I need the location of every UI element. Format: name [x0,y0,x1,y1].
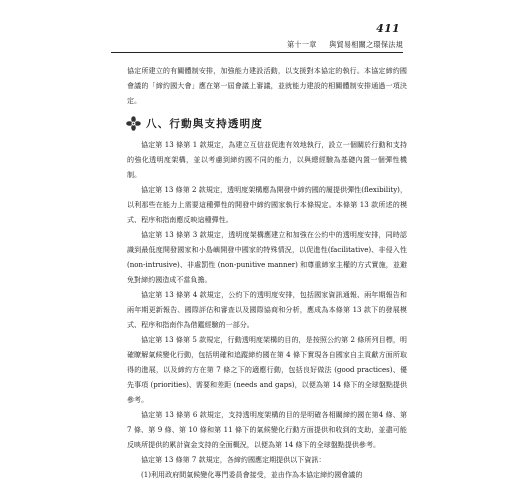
text-line: (1)利用政府間氣候變化專門委員會接受，並由作為本協定締約國會議的 [141,470,363,479]
text-line: 第 13 款下的發展模式、程序和指南作為借鑑經驗的一部分。 [127,305,407,329]
paragraph [127,137,407,182]
text-line: 協定第 13 條第 6 款規定，支持透明度架構的目的是明確各相關締約國在第 [141,410,379,419]
flower-bullet-icon [126,116,141,131]
text-line: 協定第 13 條第 4 款規定，公約下的透明度安排，包括國家資訊通報、兩年 [141,290,379,299]
section-heading [126,114,263,132]
text-line: 關體制安排通過一項決定。 [127,81,407,105]
text-line: 好做法 (good practices)、優先事項 (priorities)、需要和差距 (needs and gaps)，以 [127,365,407,389]
paragraph [127,407,407,452]
text-line: 協定所建立的有關體制安排，加強能力建設活動，以支援對本協定的執行。本 [127,66,372,75]
intro-paragraph [127,63,407,108]
text-line: 本條第 13 款所述的模式、程序和指南應反映這種彈性。 [127,200,407,224]
paragraph [127,332,407,407]
text-line: (flexibility)，以利那些在能力上需要這種彈性的開發中締約國家執行本條規定。 [127,185,407,209]
chapter-title: 與貿易相關之環保法規 [329,40,403,49]
text-line: 的支助，並盡可能反映所提供的累計資金支持的全面概況，以便為第 14 條下的 [127,425,407,449]
list-item [127,467,407,482]
section-body [127,137,407,482]
text-line: 排，同時認識到最低度開發國家和小島嶼開發中國家的特殊情況，以促進性 [127,230,407,254]
text-line: 協定第 13 條第 2 款規定，透明度架構應為開發中締約國的履提供彈性 [141,185,362,194]
text-line: 全球盤點提供參考。 [316,440,381,449]
section-title: 八、行動與支持透明度 [146,117,263,130]
running-header [287,40,403,50]
text-line: 協定第 13 條第 7 款規定，各締約國應定期提供以下資訊： [141,455,326,464]
page-number: 411 [376,22,400,35]
text-line: 協定締約國會議的「締約國大會」應在第一屆會議上審議，並就能力建設的相 [127,66,407,90]
text-line: 4 條、第 7 條、第 9 條、第 10 條和第 11 條下的氣候變化行動方面提供和收到 [127,410,407,434]
text-line: 動和支持的強化透明度架構，並以考慮到締約國不同的能力，以與總經驗為基 [127,140,407,164]
text-line: 便為第 14 條下的全球盤點提供參考。 [127,380,407,404]
text-line: 協定第 13 條第 5 款規定，行動透明度架構的目的，是按照公約第 2 條所列 [141,335,379,344]
text-line: 目標，明確瞭解氣候變化行動，包括明確和追蹤締約國在第 4 條下實現各自國 [127,335,407,359]
text-line: (facilitative)、非侵入性 (non-intrusive)、非處罰性 (non-punitive manner) 和尊重締 [127,245,407,269]
paragraph [127,452,407,467]
paragraph [127,287,407,332]
header-rule [111,52,403,53]
text-line: 家自主貢獻方面所取得的進展，以及締約方在第 7 條之下的適應行動，包括良 [127,350,407,374]
text-line: 家主權的方式實施，並避免對締約國造成不當負擔。 [127,260,407,284]
text-line: 期報告和兩年期更新報告、國際評估和審查以及國際協商和分析，應成為本條 [127,290,407,314]
text-line: 協定第 13 條第 3 款規定，透明度架構應建立和加強在公約中的透明度安 [141,230,372,239]
text-line: 礎內置一個彈性機制。 [127,155,407,179]
paragraph [127,182,407,227]
text-line: 協定第 13 條第 1 款規定，為建立互信並促進有效地執行，設立一個關於行 [141,140,379,149]
paragraph [127,227,407,287]
paragraph [127,63,407,108]
chapter-label: 第十一章 [287,40,317,49]
